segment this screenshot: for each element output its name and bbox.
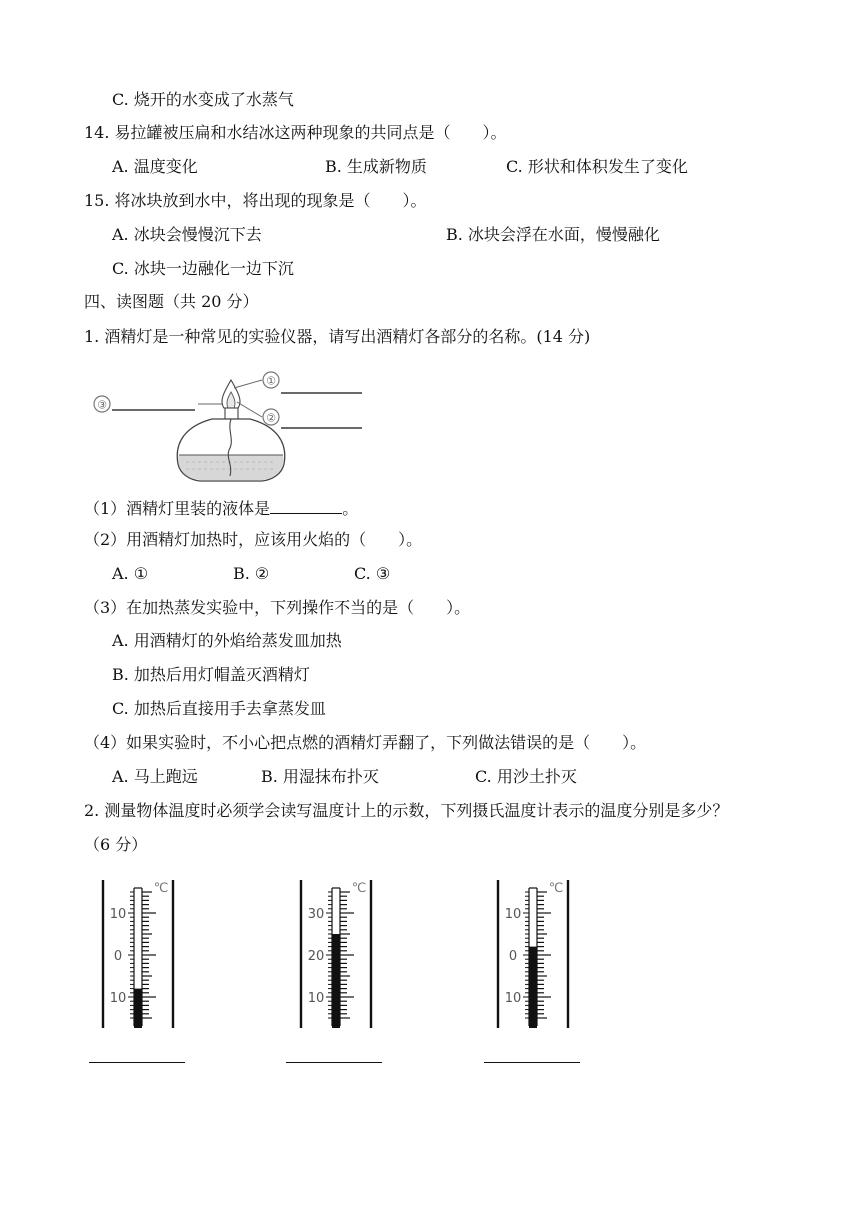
- q15-option-a: A. 冰块会慢慢沉下去: [112, 225, 262, 244]
- r1-sub4-option-b: B. 用湿抹布扑灭: [261, 767, 379, 786]
- r1-sub1-text: （1）酒精灯里装的液体是: [84, 499, 271, 518]
- r1-sub4-option-c: C. 用沙土扑灭: [475, 767, 577, 786]
- answer-blank-1[interactable]: [89, 1062, 185, 1063]
- r1-sub3: （3）在加热蒸发实验中，下列操作不当的是（ ）。: [84, 598, 471, 617]
- tick-label: 20: [307, 949, 325, 964]
- section-title: 四、读图题（共 20 分）: [84, 292, 259, 311]
- r1-sub1: [84, 497, 358, 519]
- mercury-column: [134, 989, 142, 1028]
- r1-sub1-suffix: 。: [342, 499, 359, 518]
- q15-option-b: B. 冰块会浮在水面，慢慢融化: [446, 225, 660, 244]
- thermometer-1: [98, 876, 178, 1032]
- r2-score: （6 分）: [84, 835, 148, 854]
- r1-sub4: （4）如果实验时，不小心把点燃的酒精灯弄翻了，下列做法错误的是（ ）。: [84, 733, 647, 752]
- tick-label: 10: [504, 907, 522, 922]
- label-2: ②: [266, 411, 276, 425]
- answer-blank-2[interactable]: [286, 1062, 382, 1063]
- r1-sub3-option-b: B. 加热后用灯帽盖灭酒精灯: [112, 665, 310, 684]
- q14-option-a: A. 温度变化: [112, 157, 198, 176]
- r1-sub1-blank[interactable]: [270, 497, 342, 514]
- thermometer-3: [493, 876, 573, 1032]
- r1-sub3-option-c: C. 加热后直接用手去拿蒸发皿: [112, 699, 326, 718]
- unit-label: ℃: [351, 881, 367, 896]
- mercury-column: [529, 947, 537, 1028]
- r1-stem: 1. 酒精灯是一种常见的实验仪器，请写出酒精灯各部分的名称。(14 分): [84, 327, 591, 346]
- label-1: ①: [266, 374, 276, 388]
- tick-label: 0: [508, 949, 518, 964]
- q14-option-b: B. 生成新物质: [325, 157, 427, 176]
- tick-label: 0: [113, 949, 123, 964]
- tick-label: 30: [307, 907, 325, 922]
- q14-option-c: C. 形状和体积发生了变化: [506, 157, 688, 176]
- r1-sub2: （2）用酒精灯加热时，应该用火焰的（ ）。: [84, 530, 423, 549]
- tick-label: 10: [109, 907, 127, 922]
- unit-label: ℃: [548, 881, 564, 896]
- tick-label: 10: [109, 991, 127, 1006]
- answer-blank-3[interactable]: [484, 1062, 580, 1063]
- thermometer-2: [296, 876, 376, 1032]
- r1-sub3-option-a: A. 用酒精灯的外焰给蒸发皿加热: [112, 631, 342, 650]
- q15-stem: 15. 将冰块放到水中，将出现的现象是（ ）。: [84, 191, 427, 210]
- tick-label: 10: [307, 991, 325, 1006]
- r1-sub2-option-c: C. ③: [354, 564, 391, 583]
- q15-option-c: C. 冰块一边融化一边下沉: [112, 259, 294, 278]
- r1-sub2-option-a: A. ①: [112, 564, 149, 583]
- r1-sub2-option-b: B. ②: [233, 564, 270, 583]
- mercury-column: [332, 934, 340, 1028]
- r2-stem: 2. 测量物体温度时必须学会读写温度计上的示数，下列摄氏温度计表示的温度分别是多少？: [84, 801, 729, 820]
- tick-label: 10: [504, 991, 522, 1006]
- alcohol-lamp-diagram: [88, 368, 378, 486]
- q13-option-c: C. 烧开的水变成了水蒸气: [112, 90, 294, 109]
- unit-label: ℃: [153, 881, 169, 896]
- r1-sub4-option-a: A. 马上跑远: [112, 767, 198, 786]
- q14-stem: 14. 易拉罐被压扁和水结冰这两种现象的共同点是（ ）。: [84, 123, 507, 142]
- label-3: ③: [97, 398, 107, 412]
